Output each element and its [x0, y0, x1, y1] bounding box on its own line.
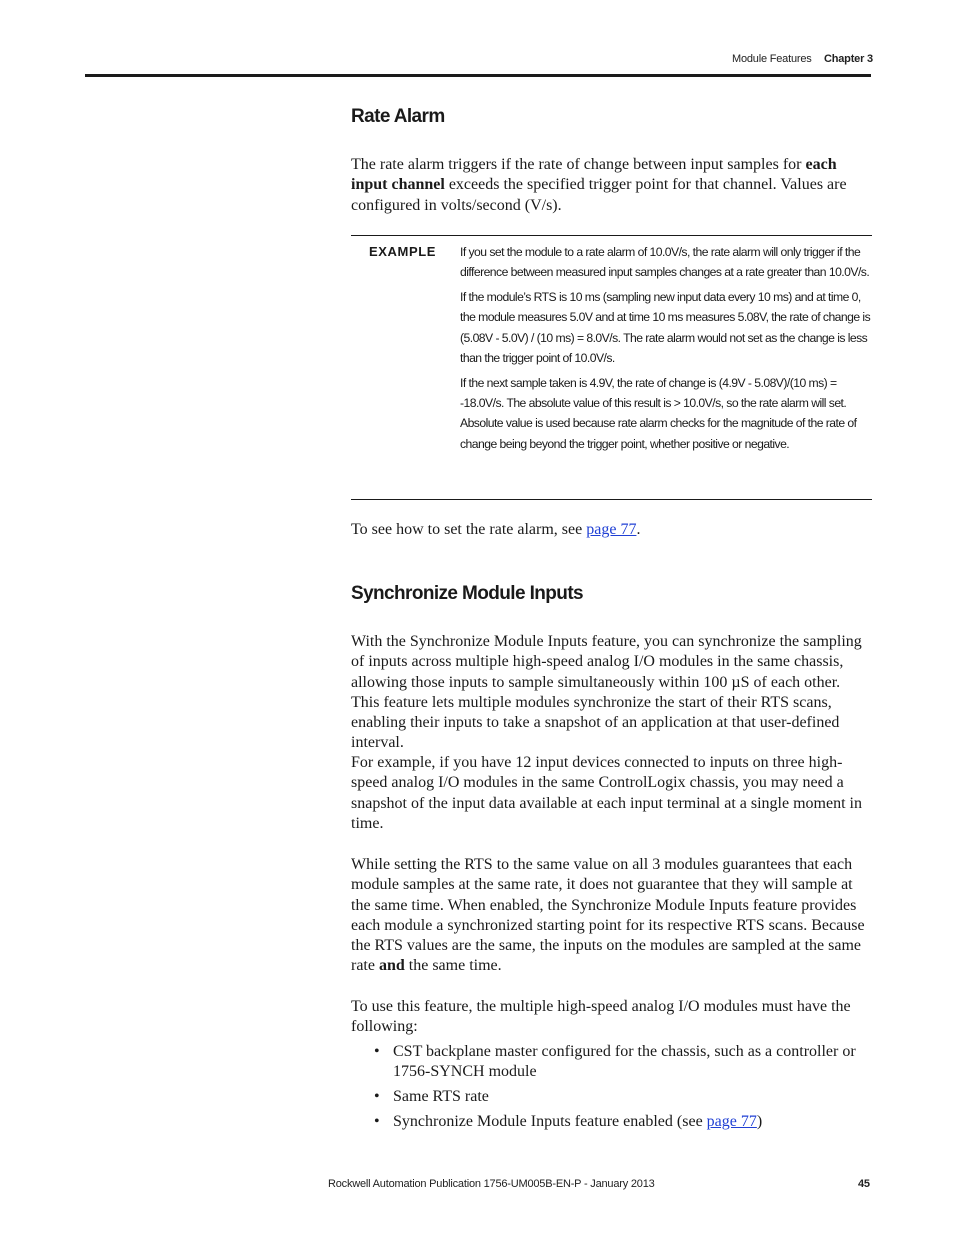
rate-alarm-intro-start: The rate alarm triggers if the rate of change between input samples for: [351, 156, 806, 173]
sync-heading: Synchronize Module Inputs: [351, 583, 584, 604]
page-number: 45: [858, 1178, 870, 1190]
bullet-icon: •: [374, 1088, 380, 1106]
list-item-text-end: ): [756, 1112, 763, 1130]
see-also-text: To see how to set the rate alarm, see: [351, 521, 587, 538]
list-item-text: Synchronize Module Inputs feature enabled (see: [393, 1112, 707, 1130]
running-header-chapter: Chapter 3: [824, 53, 873, 65]
header-rule: [85, 74, 871, 77]
sync-paragraph-3-start: While setting the RTS to the same value on all 3 modules guarantees that each module samples at the same rate, it does not guarantee that they will sample at the same time. When enabled, the Synchronize Module Inputs feature provides each module a synchronized starting point for its respective RTS scans. Because the RTS values are the same, the inputs on the modules are sampled at the same rate: [351, 856, 865, 975]
rate-alarm-see-also: [351, 520, 872, 540]
example-paragraph: If the next sample taken is 4.9V, the rate of change is (4.9V - 5.08V)/(10 ms) = -18.0V/s. The absolute value of this result is > 10.0V/s, so the rate alarm will set. Absolute value is used because rate alarm checks for the magnitude of the rate of change being beyond the trigger point, whether positive or negative.: [460, 375, 857, 451]
rate-alarm-intro-bold: each input channel: [351, 156, 837, 194]
requirements-list: [372, 1042, 872, 1137]
sync-paragraph-4: To use this feature, the multiple high-speed analog I/O modules must have the following:: [351, 998, 851, 1036]
example-paragraph: If you set the module to a rate alarm of 10.0V/s, the rate alarm will only trigger if the difference between measured input samples changes at a rate greater than 10.0V/s.: [460, 245, 870, 280]
page-77-link[interactable]: page 77: [706, 1112, 757, 1130]
sync-paragraph-1: With the Synchronize Module Inputs feature, you can synchronize the sampling of inputs across multiple high-speed analog I/O modules in the same chassis, allowing those inputs to sample simultaneously within 100 µS of each other. This feature lets multiple modules synchronize the start of their RTS scans, enabling their inputs to take a snapshot of an application at that user-defined interval.: [351, 633, 862, 752]
see-also-period: .: [636, 521, 641, 538]
example-paragraph: If the module’s RTS is 10 ms (sampling new input data every 10 ms) and at time 0, the module measures 5.0V and at time 10 ms measures 5.08V, the rate of change is (5.08V - 5.0V) / (10 ms) = 8.0V/s. The rate alarm would not set as the change is less than the trigger point of 10.0V/s.: [460, 290, 871, 365]
sync-paragraph-3-bold: and: [378, 957, 405, 975]
sync-paragraph-3: [351, 855, 872, 977]
footer-publication: Rockwell Automation Publication 1756-UM005B-EN-P - January 2013: [328, 1178, 655, 1190]
example-body: [460, 242, 871, 458]
bullet-icon: •: [374, 1043, 380, 1060]
running-header-section: Module Features: [732, 53, 812, 65]
list-item: [372, 1087, 872, 1107]
bullet-icon: •: [374, 1112, 380, 1130]
list-item-text: CST backplane master configured for the chassis, such as a controller or 1756-SYNCH module: [393, 1043, 856, 1081]
rate-alarm-intro: [351, 155, 872, 216]
rate-alarm-heading: Rate Alarm: [351, 106, 445, 127]
list-item: [372, 1042, 872, 1083]
example-box: [351, 235, 872, 500]
example-label: EXAMPLE: [369, 244, 437, 259]
list-item-text: Same RTS rate: [393, 1088, 489, 1106]
rate-alarm-intro-end: exceeds the specified trigger point for that channel. Values are configured in volts/second (V/s).: [351, 176, 847, 214]
page-77-link[interactable]: page 77: [586, 521, 637, 538]
list-item: [372, 1112, 872, 1132]
sync-paragraph-2: For example, if you have 12 input devices connected to inputs on three high-speed analog I/O modules in the same ControlLogix chassis, you may need a snapshot of the input data available at each input terminal at a single moment in time.: [351, 754, 862, 832]
sync-paragraph-3-end: the same time.: [404, 957, 502, 975]
